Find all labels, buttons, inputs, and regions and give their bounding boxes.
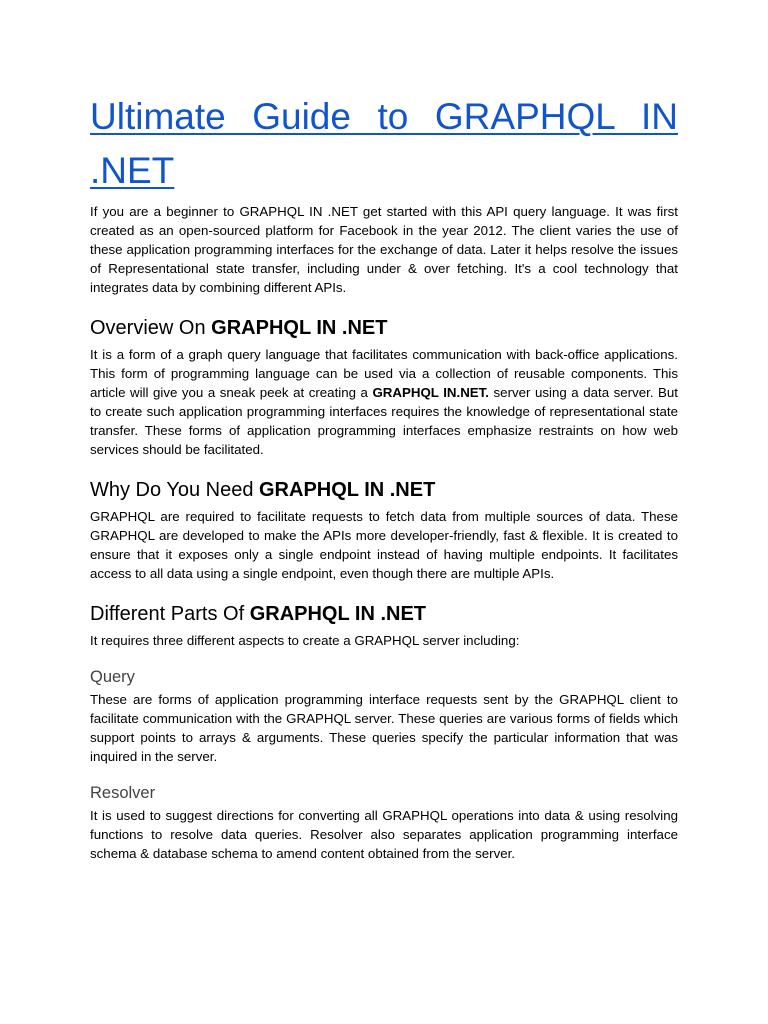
why-heading-prefix: Why Do You Need — [90, 479, 259, 501]
overview-text-before: It is a form of a graph query language that facilitates communication with back-office applications. This form of programming language can be used via a collection of reusable components. This article will give you a sneak peek at creating a — [90, 347, 678, 400]
intro-paragraph: If you are a beginner to GRAPHQL IN .NET get started with this API query language. It was first created as an open-sourced platform for Facebook in the year 2012. The client varies the use of these application programming interfaces for the exchange of data. Later it helps resolve the issues of Representational state transfer, including under & over fetching. It's a cool technology that integrates data by combining different APIs. — [90, 204, 678, 295]
overview-text-after: server using a data server. But to create such application programming interfaces requires the knowledge of representational state transfer. These forms of application programming interfaces emphasize restraints on how web services should be facilitated. — [90, 385, 678, 457]
overview-text-bold: GRAPHQL IN.NET. — [372, 385, 490, 400]
why-heading — [90, 477, 678, 503]
query-paragraph: These are forms of application programming interface requests sent by the GRAPHQL client to facilitate communication with the GRAPHQL server. These queries are various forms of fields which support points to arrays & arguments. These queries specify the particular information that was inquired in the server. — [90, 692, 678, 764]
parts-heading — [90, 601, 678, 627]
parts-paragraph: It requires three different aspects to create a GRAPHQL server including: — [90, 633, 520, 648]
parts-heading-prefix: Different Parts Of — [90, 603, 250, 625]
title-link[interactable]: Ultimate Guide to GRAPHQL IN .NET — [90, 96, 678, 191]
overview-heading — [90, 315, 678, 341]
document-title — [90, 90, 678, 198]
parts-heading-bold: GRAPHQL IN .NET — [249, 603, 426, 625]
query-heading: Query — [90, 668, 135, 686]
why-paragraph: GRAPHQL are required to facilitate requests to fetch data from multiple sources of data. These GRAPHQL are developed to make the APIs more developer-friendly, fast & flexible. It is created to ensure that it exposes only a single endpoint instead of having multiple endpoints. It facilitates access to all data using a single endpoint, even though there are multiple APIs. — [90, 509, 678, 581]
overview-paragraph — [90, 345, 678, 459]
overview-heading-prefix: Overview On — [90, 317, 212, 339]
resolver-paragraph: It is used to suggest directions for converting all GRAPHQL operations into data & using resolving functions to resolve data queries. Resolver also separates application programming interface schema & database schema to amend content obtained from the server. — [90, 808, 678, 861]
why-heading-bold: GRAPHQL IN .NET — [259, 479, 436, 501]
resolver-heading: Resolver — [90, 784, 156, 802]
overview-heading-bold: GRAPHQL IN .NET — [211, 317, 388, 339]
